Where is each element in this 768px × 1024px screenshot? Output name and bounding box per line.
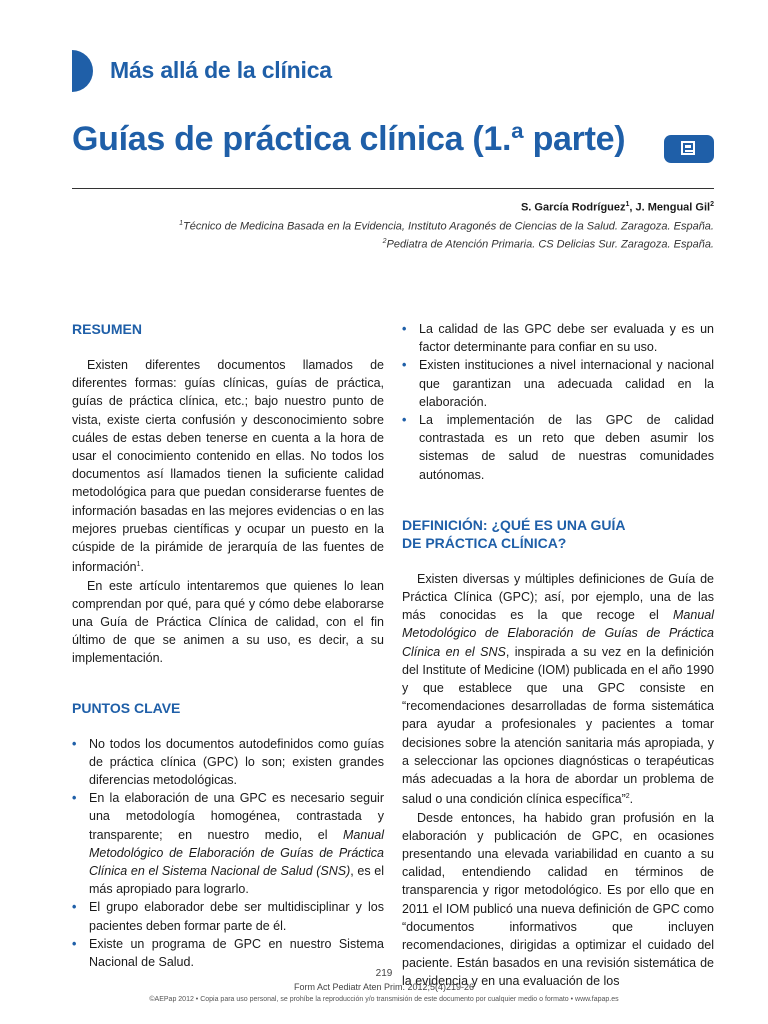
title-rule: [72, 188, 714, 189]
list-item: • En la elaboración de una GPC es necesario seguir una metodología homogénea, contrastada y transparente; en nuestro medio, el Manual Metodológico de Elaboración de Guías de Práctica Clínica en el Sistema Nacional de Salud (SNS), es el más apropiado para lograrlo.: [72, 789, 384, 898]
definicion-paragraph: Desde entonces, ha habido gran profusión en la elaboración y publicación de GPC, en ocasiones presentando una elevada variabilidad en cuanto a su calidad, entendiendo calidad en términos de transparencia y rigor metodológico. Es por ello que en 2011 el IOM publicó una nueva definición de GPC como “documentos informativos que incluyen recomendaciones, dirigidas a optimizar el cuidado del paciente. Están basados en una revisión sistemática de la evidencia y en una evaluación de los: [402, 810, 714, 989]
heading-resumen: RESUMEN: [72, 321, 143, 337]
authors-line: [521, 201, 714, 214]
definicion-paragraph: Existen diversas y múltiples definiciones de Guía de Práctica Clínica (GPC); así, por ejemplo, una de las más conocidas es la que recoge el Manual Metodológico de Elaboración de Guías de Práctica Clínica en el SNS, inspirada a su vez en la definición del Institute of Medicine (IOM) publicada en el año 1990 y que establece que una GPC consiste en “recomendaciones desarrolladas de forma sistemática para ayudar a profesionales y pacientes a tomar decisiones sobre la atención sanitaria más apropiada, y a seleccionar las opciones diagnósticas o terapéuticas más adecuadas a la hora de abordar un problema de salud o una condición clínica específica”$^2$.: [402, 571, 715, 807]
copyright-notice: ©AEPap 2012 • Copia para uso personal, se prohíbe la reproducción y/o transmisión de este documento por cualquier medio o formato • www.fapap.es: [149, 996, 619, 1003]
document-icon[interactable]: [664, 135, 714, 163]
affiliation-1: $^1$Técnico de Medicina Basada en la Evidencia, Instituto Aragonés de Ciencias de la Salud. Zaragoza. España.: [179, 220, 714, 233]
author-name: S. García Rodríguez: [520, 201, 626, 214]
list-item: • Existe un programa de GPC en nuestro Sistema Nacional de Salud.: [72, 935, 384, 971]
key-points-list-continued: [402, 320, 714, 484]
article-title: Guías de práctica clínica (1.ª parte): [72, 120, 626, 158]
list-item: • La implementación de las GPC de calidad contrastada es un reto que deben asumir los sistemas de salud de nuestras comunidades autónomas.: [402, 411, 714, 484]
heading-definicion: DEFINICIÓN: ¿QUÉ ES UNA GUÍA DE PRÁCTICA CLÍNICA?: [402, 516, 626, 551]
list-item: • La calidad de las GPC debe ser evaluada y es un factor determinante para confiar en su uso.: [402, 320, 714, 356]
page-number: 219: [375, 968, 393, 979]
list-item: • El grupo elaborador debe ser multidisciplinar y los pacientes deben formar parte de él.: [72, 898, 384, 934]
section-marker: [72, 50, 93, 92]
affiliation-2: $^2$Pediatra de Atención Primaria. CS Delicias Sur. Zaragoza. España.: [382, 238, 714, 251]
resumen-paragraph: En este artículo intentaremos que quienes lo lean comprendan por qué, para qué y cómo debe elaborarse una Guía de Práctica Clínica de calidad, con el fin último de que se animen a su uso, es decir, a su implementación.: [72, 578, 384, 666]
heading-puntos-clave: PUNTOS CLAVE: [72, 699, 181, 716]
key-points-list: [72, 735, 384, 972]
author-sup: 2: [710, 201, 714, 208]
resumen-paragraph: Existen diferentes documentos llamados de diferentes formas: guías clínicas, guías de práctica, guías de práctica clínica, etc.; bajo nuestro punto de vista, existe cierta confusión y desconocimiento sobre cuáles de estas deben tenerse en cuenta a la hora de usar el conocimiento contenido en ellas. No todos los documentos así llamados tienen la suficiente calidad metodológica para que puedan considerarse fuentes de información basadas en las mejores evidencias o en las mejores pruebas científicas y ocupar un puesto en la cúspide de la pirámide de jerarquía de las fuentes de información$^1$.: [72, 358, 384, 575]
list-item: • No todos los documentos autodefinidos como guías de práctica clínica (GPC) lo son; existen grandes diferencias metodológicas.: [72, 735, 384, 790]
section-label: Más allá de la clínica: [110, 57, 332, 83]
list-item: • Existen instituciones a nivel internacional y nacional que garantizan una adecuada calidad en la elaboración.: [402, 356, 714, 411]
right-column: [402, 320, 714, 991]
author-sup: 1: [625, 201, 630, 208]
journal-reference: Form Act Pediatr Aten Prim. 2012;5(4)219-26: [293, 982, 475, 992]
left-column: [72, 320, 384, 971]
author-name: , J. Mengual Gil: [629, 201, 711, 214]
